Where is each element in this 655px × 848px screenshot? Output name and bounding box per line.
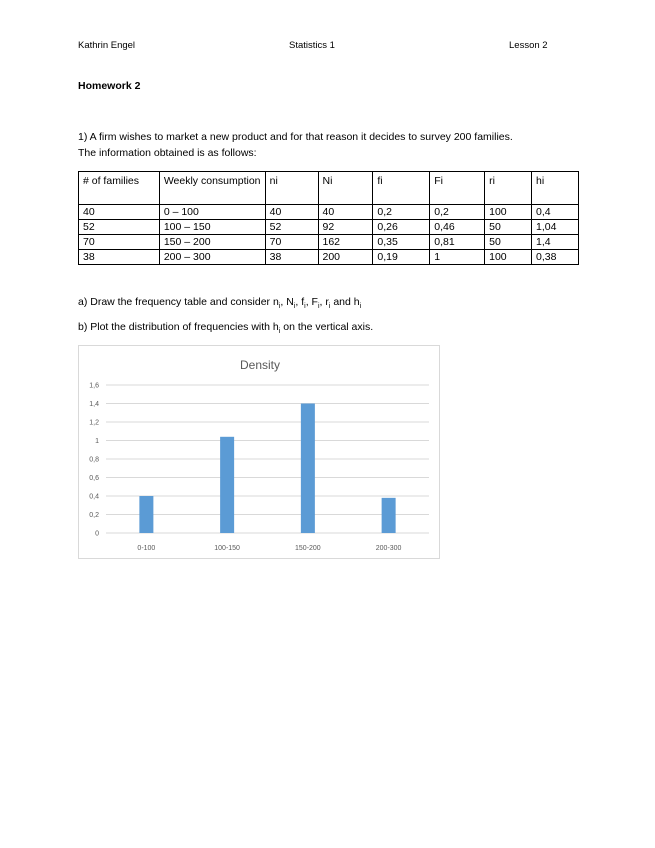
chart-title: Density <box>239 358 281 372</box>
y-tick-label: 0,8 <box>89 456 99 464</box>
question-b: b) Plot the distribution of frequencies with $h_i$ on the vertical axis. <box>78 321 374 336</box>
table-cell: 40 <box>318 205 373 220</box>
y-tick-label: 1,6 <box>89 382 99 390</box>
y-tick-label: 0 <box>95 530 99 538</box>
table-header-cell: ri <box>485 172 532 205</box>
table-cell: 0,81 <box>430 235 485 250</box>
table-cell: 0,2 <box>430 205 485 220</box>
table-header-cell: hi <box>532 172 579 205</box>
question-a-and: and h <box>330 296 360 308</box>
table-cell: 40 <box>265 205 318 220</box>
table-header-cell: Weekly consumption <box>159 172 265 205</box>
y-tick-label: 1,2 <box>89 419 99 427</box>
y-tick-label: 0,6 <box>89 475 99 482</box>
table-cell: 0,26 <box>373 220 430 235</box>
table-cell: 100 <box>485 250 532 265</box>
table-cell: 0,46 <box>430 220 485 235</box>
table-cell: 50 <box>485 235 532 250</box>
table-cell: 38 <box>79 250 160 265</box>
table-cell: 0,2 <box>373 205 430 220</box>
y-tick-label: 0,4 <box>89 493 99 501</box>
x-tick-label: 100-150 <box>214 545 240 552</box>
frequency-table <box>78 171 579 265</box>
table-cell: 50 <box>485 220 532 235</box>
bar-100-150 <box>220 437 234 533</box>
bar-200-300 <box>382 498 396 533</box>
table-header-cell: ni <box>265 172 318 205</box>
table-cell: 0 – 100 <box>159 205 265 220</box>
y-tick-label: 1,4 <box>89 401 99 408</box>
table-cell: 0,4 <box>532 205 579 220</box>
table-header-cell: fi <box>373 172 430 205</box>
term-r: r <box>325 296 329 308</box>
table-cell: 162 <box>318 235 373 250</box>
table-row <box>79 235 579 250</box>
table-cell: 52 <box>79 220 160 235</box>
table-cell: 150 – 200 <box>159 235 265 250</box>
density-chart-svg <box>79 346 441 560</box>
question-a: a) Draw the frequency table and consider $n_i$, $N_i$, $f_i$, $F_i$, $r_i$ and $h_i$ <box>78 296 362 311</box>
table-row <box>79 220 579 235</box>
bar-150-200 <box>301 404 315 534</box>
header-author: Kathrin Engel <box>78 40 136 51</box>
table-cell: 70 <box>265 235 318 250</box>
problem-statement <box>78 130 588 161</box>
table-cell: 0,35 <box>373 235 430 250</box>
table-cell: 200 <box>318 250 373 265</box>
bar-0-100 <box>139 496 153 533</box>
table-cell: 200 – 300 <box>159 250 265 265</box>
table-cell: 0,38 <box>532 250 579 265</box>
problem-line-2: The information obtained is as follows: <box>78 146 257 159</box>
table-header-cell: Fi <box>430 172 485 205</box>
table-cell: 100 – 150 <box>159 220 265 235</box>
term-n: n <box>272 296 279 308</box>
question-b-suffix: on the vertical axis. <box>280 321 374 333</box>
table-cell: 40 <box>79 205 160 220</box>
table-cell: 1,04 <box>532 220 579 235</box>
question-a-prefix: a) Draw the frequency table and consider <box>78 296 273 308</box>
table-header-cell: # of families <box>79 172 160 205</box>
table-cell: 1 <box>430 250 485 265</box>
table-row <box>79 205 579 220</box>
homework-title: Homework 2 <box>78 80 141 92</box>
term-N: N <box>286 296 294 308</box>
density-chart <box>78 345 440 559</box>
x-tick-label: 150-200 <box>295 545 321 552</box>
table-cell: 100 <box>485 205 532 220</box>
header-course: Statistics 1 <box>289 40 335 51</box>
table-cell: 52 <box>265 220 318 235</box>
y-tick-label: 0,2 <box>89 512 99 519</box>
table-cell: 70 <box>79 235 160 250</box>
x-tick-label: 200-300 <box>375 545 402 552</box>
table-cell: 1,4 <box>532 235 579 250</box>
term-F: F <box>311 296 318 308</box>
table-row <box>79 250 579 265</box>
table-header-row <box>79 172 579 205</box>
x-tick-label: 0-100 <box>137 545 156 552</box>
y-tick-label: 1 <box>95 438 99 445</box>
table-header-cell: Ni <box>318 172 373 205</box>
table-cell: 38 <box>265 250 318 265</box>
term-f: f <box>301 296 305 308</box>
problem-line-1: 1) A firm wishes to market a new product and for that reason it decides to survey 200 families. <box>78 131 513 143</box>
table-cell: 0,19 <box>373 250 430 265</box>
question-b-prefix: b) Plot the distribution of frequencies with h <box>78 321 279 333</box>
header-lesson: Lesson 2 <box>509 40 548 51</box>
table-cell: 92 <box>318 220 373 235</box>
